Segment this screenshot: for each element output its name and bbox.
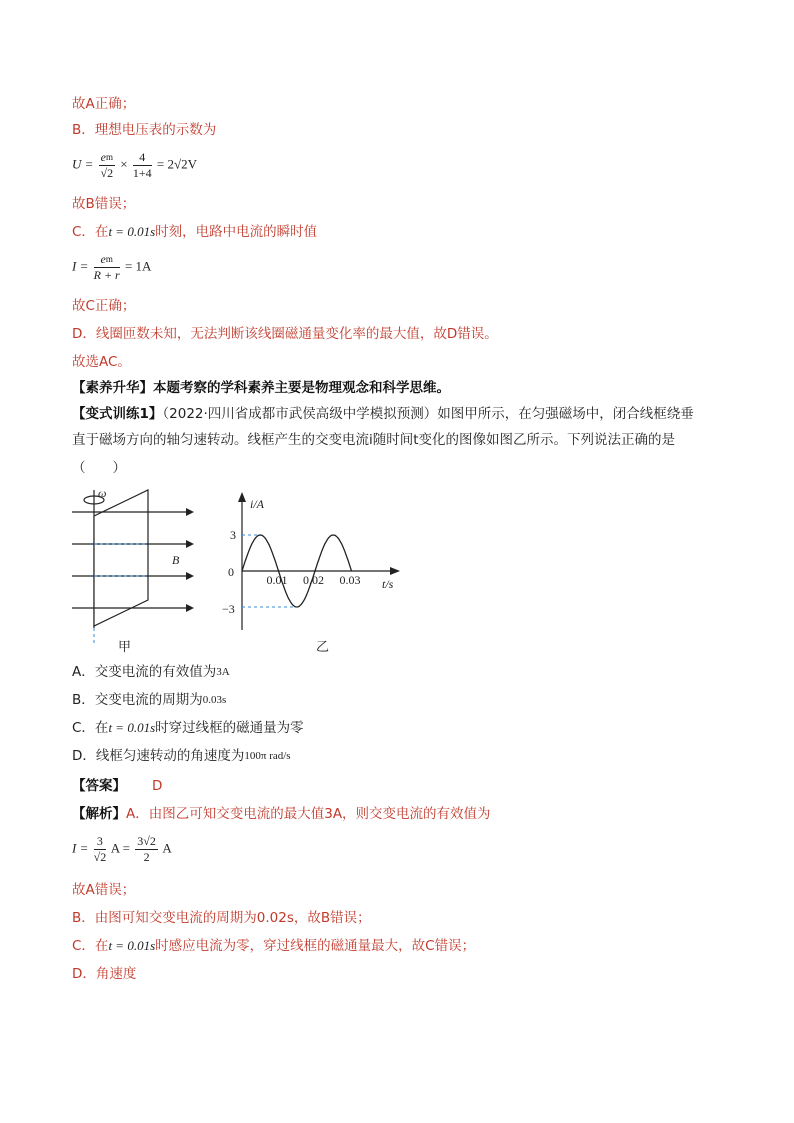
option-d[interactable]: D．线框匀速转动的角速度为$^{100\pi rad/s}$ [72,748,291,764]
x-tick-label: 0.02 [303,573,324,587]
option-c[interactable]: C．在t = 0.01s时穿过线框的磁通量为零 [72,720,304,736]
x-tick-label: 0.03 [339,573,361,587]
formula-i: I = $\frac{em}{R + r}$ = 1A [72,252,152,282]
current-time-chart [222,490,412,640]
origin-label: 0 [228,565,234,579]
text-line: 直于磁场方向的轴匀速转动。线框产生的交变电流i随时间t变化的图像如图乙所示。下列说法正确的是 [72,432,676,448]
text-line: （ ） [72,460,126,476]
text-line: D．角速度 [72,966,137,982]
x-axis-arrow [390,567,400,575]
text-line: C．在t = 0.01s时刻，电路中电流的瞬时值 [72,224,318,240]
x-tick-label: 0.01 [266,573,288,587]
option-a[interactable]: A．交变电流的有效值为$^{3A}$ [72,664,230,680]
formula-u: U = $\frac{em}{√2}$ × $\frac{4}{1+4}$ = 2√2V [72,150,197,180]
omega-label: ω [98,488,107,500]
text-line: 故A正确； [72,96,136,112]
text-line: D．线圈匝数未知，无法判断该线圈磁通量变化率的最大值，故D错误。 [72,326,498,342]
formula-i2: I = $\frac{3}{√2}$ A = $\frac{3√2}{2}$ A [72,834,172,864]
text-line: B．由图可知交变电流的周期为0.02s，故B错误； [72,910,371,926]
figure-coil [68,488,198,658]
field-label: B [172,553,180,567]
text-line: 【素养升华】本题考察的学科素养主要是物理观念和科学思维。 [72,380,450,396]
text-line: 故B错误； [72,196,136,212]
text-line: C．在t = 0.01s时感应电流为零，穿过线框的磁通量最大，故C错误； [72,938,476,954]
text-line: B．理想电压表的示数为 [72,122,217,138]
text-line: 【变式训练1】（2022·四川省成都市武侯高级中学模拟预测）如图甲所示，在匀强磁场中，闭合线框绕垂 [72,406,694,422]
text-line: 故A错误； [72,882,136,898]
text-line: 故选AC。 [72,354,131,370]
figure-caption-left: 甲 [118,640,132,655]
text-line: 故C正确； [72,298,136,314]
y-axis-arrow [238,492,246,502]
y-axis-label: i/A [250,497,264,511]
y-tick-label: −3 [222,602,235,616]
option-b[interactable]: B．交变电流的周期为$^{0.03s}$ [72,692,227,708]
analysis-line: 【解析】A．由图乙可知交变电流的最大值3A，则交变电流的有效值为 [72,806,491,822]
figure-caption-right: 乙 [316,640,330,655]
answer-line: 【答案】 D [72,778,163,794]
x-axis-label: t/s [382,577,394,591]
y-tick-label: 3 [230,528,236,542]
